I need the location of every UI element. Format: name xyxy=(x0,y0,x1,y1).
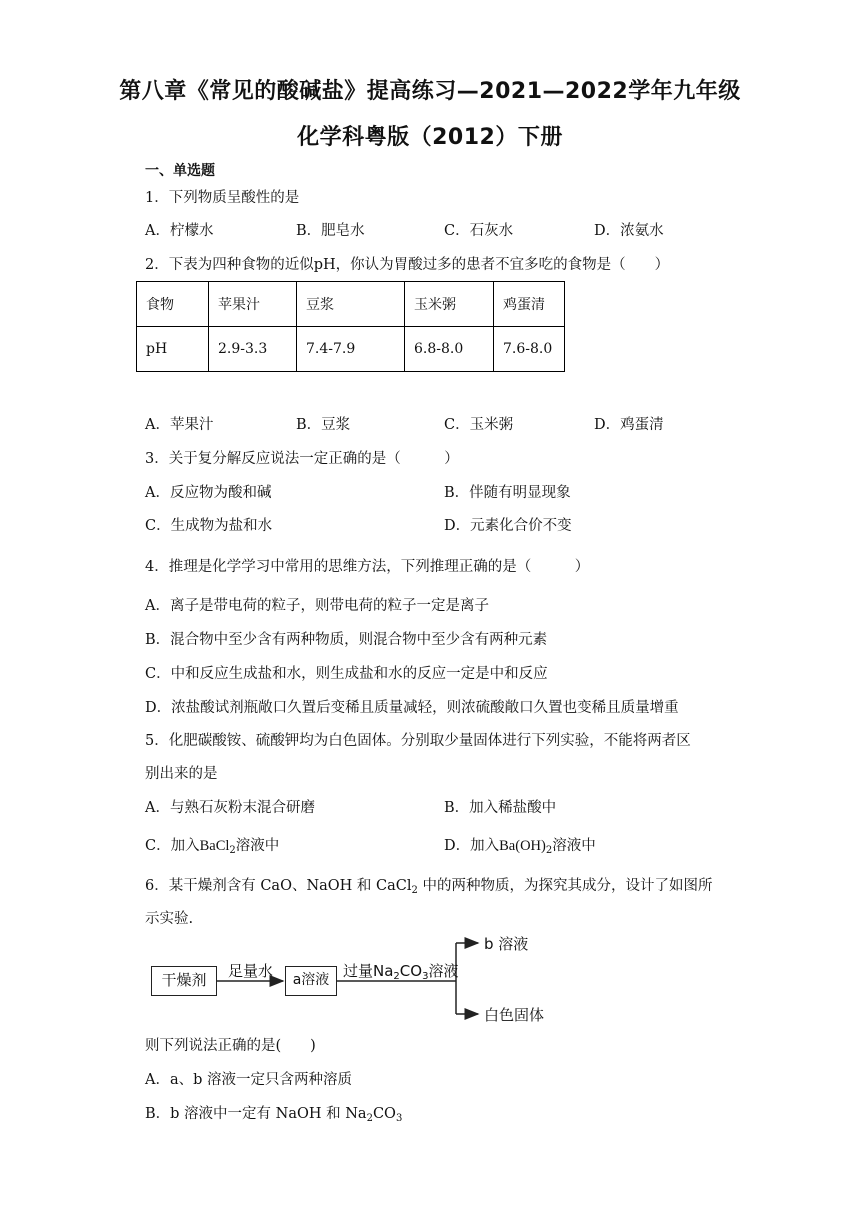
q5-option-d-formula: Ba(OH) xyxy=(499,838,546,854)
flow-reagent-suffix: 溶液 xyxy=(428,962,459,980)
q1-option-a: A．柠檬水 xyxy=(145,223,214,239)
flow-output-white-solid: 白色固体 xyxy=(484,1006,545,1024)
section-heading: 一、单选题 xyxy=(145,163,215,179)
q3-option-d: D．元素化合价不变 xyxy=(444,518,572,534)
table-cell: 玉米粥 xyxy=(405,282,494,327)
table-cell: 食物 xyxy=(137,282,209,327)
question-5-stem-line2: 别出来的是 xyxy=(145,766,218,782)
q3-option-a: A．反应物为酸和碱 xyxy=(145,485,272,501)
q5-option-c-prefix: C．加入 xyxy=(145,838,200,854)
q6-option-b-sub1: 2 xyxy=(366,1113,373,1124)
table-cell: 6.8-8.0 xyxy=(405,327,494,372)
flow-output-b-solution: b 溶液 xyxy=(484,935,529,953)
q3-option-b: B．伴随有明显现象 xyxy=(444,485,571,501)
question-1-stem: 1．下列物质呈酸性的是 xyxy=(145,190,300,206)
flow-reagent-sub1: 2 xyxy=(393,971,400,982)
question-6-stem-line2: 示实验. xyxy=(145,911,194,927)
q1-option-d: D．浓氨水 xyxy=(594,223,664,239)
q4-option-b: B．混合物中至少含有两种物质，则混合物中至少含有两种元素 xyxy=(145,632,548,648)
table-row xyxy=(137,282,565,327)
ph-table xyxy=(136,281,565,372)
q6-option-b xyxy=(145,1102,402,1124)
q4-option-c: C．中和反应生成盐和水，则生成盐和水的反应一定是中和反应 xyxy=(145,666,548,682)
table-cell: 7.4-7.9 xyxy=(297,327,405,372)
question-5-stem-line1: 5．化肥碳酸铵、硫酸钾均为白色固体。分别取少量固体进行下列实验，不能将两者区 xyxy=(145,733,691,749)
q1-option-c: C．石灰水 xyxy=(444,223,514,239)
question-3-stem: 3．关于复分解反应说法一定正确的是（ ） xyxy=(145,451,459,467)
flow-box-desiccant: 干燥剂 xyxy=(151,966,217,996)
q2-option-c: C．玉米粥 xyxy=(444,417,514,433)
q5-option-c-suffix: 溶液中 xyxy=(235,838,280,854)
q5-option-d-prefix: D．加入 xyxy=(444,838,500,854)
q6-stem-subscript: 2 xyxy=(411,885,418,896)
flow-label-reagent xyxy=(343,960,458,982)
question-6-stem-line1 xyxy=(145,874,713,896)
q5-option-c xyxy=(145,834,279,856)
question-6-ask: 则下列说法正确的是( ) xyxy=(145,1038,316,1054)
table-cell: 苹果汁 xyxy=(209,282,297,327)
question-2-stem: 2．下表为四种食物的近似pH，你认为胃酸过多的患者不宜多吃的食物是（ ） xyxy=(145,257,670,273)
q6-stem-suffix: 中的两种物质，为探究其成分，设计了如图所 xyxy=(417,878,713,894)
flow-reagent-sub2: 3 xyxy=(422,971,429,982)
page-title-line2: 化学科粤版（2012）下册 xyxy=(297,125,563,150)
q2-option-d: D．鸡蛋清 xyxy=(594,417,664,433)
q3-option-c: C．生成物为盐和水 xyxy=(145,518,273,534)
q1-option-b: B．肥皂水 xyxy=(296,223,365,239)
q5-option-d xyxy=(444,834,596,856)
question-4-stem: 4．推理是化学学习中常用的思维方法，下列推理正确的是（ ） xyxy=(145,559,590,575)
table-cell: pH xyxy=(137,327,209,372)
q5-option-c-subscript: 2 xyxy=(229,845,236,856)
q4-option-d: D．浓盐酸试剂瓶敞口久置后变稀且质量减轻，则浓硫酸敞口久置也变稀且质量增重 xyxy=(145,700,679,716)
table-cell: 豆浆 xyxy=(297,282,405,327)
q6-option-b-prefix: B．b 溶液中一定有 NaOH 和 Na xyxy=(145,1106,367,1122)
q5-option-d-subscript: 2 xyxy=(545,845,553,856)
q2-option-a: A．苹果汁 xyxy=(145,417,214,433)
table-cell: 7.6-8.0 xyxy=(494,327,565,372)
table-row xyxy=(137,327,565,372)
q5-option-c-formula: BaCl xyxy=(199,838,230,854)
q6-option-a: A．a、b 溶液一定只含两种溶质 xyxy=(145,1072,353,1088)
flow-reagent-prefix: 过量Na xyxy=(343,962,394,980)
q4-option-a: A．离子是带电荷的粒子，则带电荷的粒子一定是离子 xyxy=(145,598,489,614)
table-cell: 鸡蛋清 xyxy=(494,282,565,327)
flow-reagent-mid: CO xyxy=(399,962,423,980)
flow-label-water: 足量水 xyxy=(228,962,274,980)
q2-option-b: B．豆浆 xyxy=(296,417,351,433)
q6-option-b-mid: CO xyxy=(372,1106,396,1122)
page-title-line1: 第八章《常见的酸碱盐》提高练习—2021—2022学年九年级 xyxy=(119,79,741,104)
q6-option-b-sub2: 3 xyxy=(395,1113,403,1124)
flow-box-a-solution: a溶液 xyxy=(285,966,337,996)
q6-stem-prefix: 6．某干燥剂含有 CaO、NaOH 和 CaCl xyxy=(145,878,412,894)
q5-option-b: B．加入稀盐酸中 xyxy=(444,800,557,816)
q5-option-a: A．与熟石灰粉末混合研磨 xyxy=(145,800,315,816)
table-cell: 2.9-3.3 xyxy=(209,327,297,372)
q5-option-d-suffix: 溶液中 xyxy=(552,838,596,854)
